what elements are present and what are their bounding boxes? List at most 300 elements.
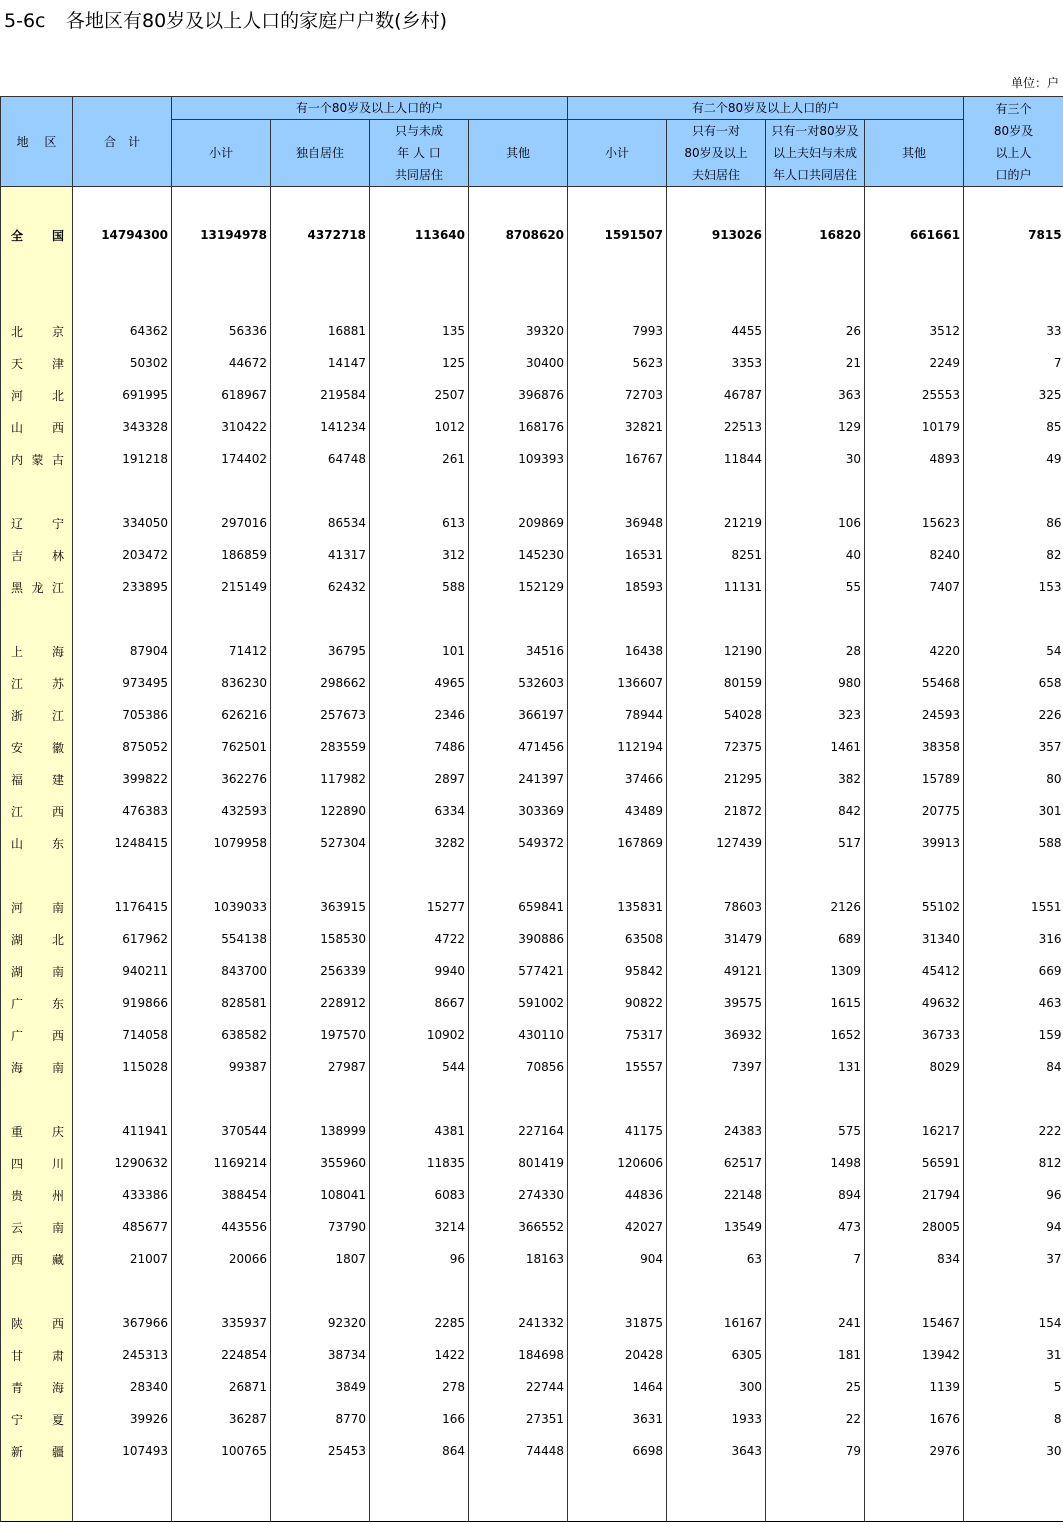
spacer-cell <box>766 1275 865 1307</box>
header-line: 小计 <box>172 142 270 164</box>
value-cell: 96 <box>964 1179 1063 1211</box>
value-cell: 131 <box>766 1051 865 1083</box>
spacer-cell <box>667 1083 766 1115</box>
value-cell: 2285 <box>370 1307 469 1339</box>
value-cell: 22744 <box>469 1371 568 1403</box>
table-row <box>1 1147 1063 1179</box>
value-cell: 334050 <box>73 507 172 539</box>
header-line: 年人口共同居住 <box>766 164 864 186</box>
value-cell: 99387 <box>172 1051 271 1083</box>
value-cell: 801419 <box>469 1147 568 1179</box>
value-cell: 1422 <box>370 1339 469 1371</box>
spacer-cell <box>568 1467 667 1522</box>
value-cell: 21 <box>766 347 865 379</box>
value-cell: 15557 <box>568 1051 667 1083</box>
value-cell: 6305 <box>667 1339 766 1371</box>
header-line: 共同居住 <box>370 164 468 186</box>
value-cell: 107493 <box>73 1435 172 1467</box>
value-cell: 74448 <box>469 1435 568 1467</box>
spacer-cell <box>667 859 766 891</box>
header-two-col <box>766 120 865 187</box>
header-group-one: 有一个80岁及以上人口的户 <box>172 97 568 120</box>
spacer-cell <box>370 859 469 891</box>
value-cell: 390886 <box>469 923 568 955</box>
value-cell: 28005 <box>865 1211 964 1243</box>
value-cell: 382 <box>766 763 865 795</box>
value-cell: 113640 <box>370 187 469 284</box>
value-cell: 617962 <box>73 923 172 955</box>
value-cell: 122890 <box>271 795 370 827</box>
spacer-cell <box>1 1467 73 1522</box>
value-cell: 396876 <box>469 379 568 411</box>
spacer-cell <box>271 603 370 635</box>
value-cell: 1461 <box>766 731 865 763</box>
value-cell: 843700 <box>172 955 271 987</box>
value-cell: 224854 <box>172 1339 271 1371</box>
header-line: 以上夫妇与未成 <box>766 142 864 164</box>
value-cell: 141234 <box>271 411 370 443</box>
value-cell: 71412 <box>172 635 271 667</box>
value-cell: 56591 <box>865 1147 964 1179</box>
table-title: 各地区有80岁及以上人口的家庭户户数(乡村) <box>66 10 447 32</box>
value-cell: 241 <box>766 1307 865 1339</box>
value-cell: 203472 <box>73 539 172 571</box>
value-cell: 485677 <box>73 1211 172 1243</box>
value-cell: 37466 <box>568 763 667 795</box>
region-cell: 甘肃 <box>1 1339 73 1371</box>
value-cell: 14147 <box>271 347 370 379</box>
value-cell: 73790 <box>271 1211 370 1243</box>
table-row <box>1 1435 1063 1467</box>
value-cell: 300 <box>667 1371 766 1403</box>
value-cell: 94 <box>964 1211 1063 1243</box>
table-body <box>1 187 1063 1522</box>
value-cell: 21794 <box>865 1179 964 1211</box>
header-one-col <box>172 120 271 187</box>
value-cell: 691995 <box>73 379 172 411</box>
spacer-cell <box>1 283 73 315</box>
spacer-cell <box>1 1083 73 1115</box>
spacer-cell <box>964 603 1063 635</box>
spacer-cell <box>469 859 568 891</box>
value-cell: 463 <box>964 987 1063 1019</box>
value-cell: 864 <box>370 1435 469 1467</box>
spacer-cell <box>271 283 370 315</box>
value-cell: 32821 <box>568 411 667 443</box>
value-cell: 8667 <box>370 987 469 1019</box>
spacer-row <box>1 1467 1063 1522</box>
table-row <box>1 1051 1063 1083</box>
value-cell: 812 <box>964 1147 1063 1179</box>
value-cell: 63508 <box>568 923 667 955</box>
region-cell: 西藏 <box>1 1243 73 1275</box>
spacer-cell <box>271 1275 370 1307</box>
value-cell: 8029 <box>865 1051 964 1083</box>
value-cell: 399822 <box>73 763 172 795</box>
value-cell: 591002 <box>469 987 568 1019</box>
header-one-col <box>271 120 370 187</box>
value-cell: 197570 <box>271 1019 370 1051</box>
value-cell: 2507 <box>370 379 469 411</box>
value-cell: 30 <box>964 1435 1063 1467</box>
value-cell: 8770 <box>271 1403 370 1435</box>
header-line: 口的户 <box>964 164 1063 186</box>
value-cell: 55468 <box>865 667 964 699</box>
value-cell: 227164 <box>469 1115 568 1147</box>
table-row <box>1 507 1063 539</box>
table-code: 5-6c <box>4 10 66 32</box>
spacer-cell <box>370 1083 469 1115</box>
value-cell: 84 <box>964 1051 1063 1083</box>
value-cell: 577421 <box>469 955 568 987</box>
value-cell: 80 <box>964 763 1063 795</box>
value-cell: 13942 <box>865 1339 964 1371</box>
spacer-cell <box>469 475 568 507</box>
value-cell: 54028 <box>667 699 766 731</box>
value-cell: 8240 <box>865 539 964 571</box>
value-cell: 24593 <box>865 699 964 731</box>
value-cell: 3631 <box>568 1403 667 1435</box>
spacer-cell <box>172 475 271 507</box>
value-cell: 303369 <box>469 795 568 827</box>
value-cell: 357 <box>964 731 1063 763</box>
value-cell: 11844 <box>667 443 766 475</box>
value-cell: 136607 <box>568 667 667 699</box>
value-cell: 41175 <box>568 1115 667 1147</box>
value-cell: 55 <box>766 571 865 603</box>
spacer-cell <box>73 475 172 507</box>
value-cell: 343328 <box>73 411 172 443</box>
value-cell: 219584 <box>271 379 370 411</box>
value-cell: 6698 <box>568 1435 667 1467</box>
value-cell: 21007 <box>73 1243 172 1275</box>
value-cell: 14794300 <box>73 187 172 284</box>
value-cell: 115028 <box>73 1051 172 1083</box>
value-cell: 1933 <box>667 1403 766 1435</box>
value-cell: 3849 <box>271 1371 370 1403</box>
value-cell: 16531 <box>568 539 667 571</box>
value-cell: 49 <box>964 443 1063 475</box>
value-cell: 1807 <box>271 1243 370 1275</box>
spacer-cell <box>469 603 568 635</box>
region-cell: 天津 <box>1 347 73 379</box>
table-row <box>1 411 1063 443</box>
spacer-cell <box>1 475 73 507</box>
spacer-cell <box>1 1275 73 1307</box>
table-row <box>1 1019 1063 1051</box>
value-cell: 39913 <box>865 827 964 859</box>
value-cell: 168176 <box>469 411 568 443</box>
value-cell: 370544 <box>172 1115 271 1147</box>
value-cell: 613 <box>370 507 469 539</box>
value-cell: 618967 <box>172 379 271 411</box>
value-cell: 7486 <box>370 731 469 763</box>
table-row <box>1 987 1063 1019</box>
spacer-row <box>1 1083 1063 1115</box>
value-cell: 3643 <box>667 1435 766 1467</box>
value-cell: 39926 <box>73 1403 172 1435</box>
value-cell: 544 <box>370 1051 469 1083</box>
table-header <box>1 97 1063 187</box>
value-cell: 86 <box>964 507 1063 539</box>
region-cell: 青海 <box>1 1371 73 1403</box>
value-cell: 7407 <box>865 571 964 603</box>
spacer-row <box>1 603 1063 635</box>
value-cell: 41317 <box>271 539 370 571</box>
value-cell: 301 <box>964 795 1063 827</box>
value-cell: 38734 <box>271 1339 370 1371</box>
region-cell: 黑龙江 <box>1 571 73 603</box>
value-cell: 261 <box>370 443 469 475</box>
value-cell: 174402 <box>172 443 271 475</box>
region-cell: 河南 <box>1 891 73 923</box>
table-row <box>1 539 1063 571</box>
value-cell: 39320 <box>469 315 568 347</box>
value-cell: 3512 <box>865 315 964 347</box>
spacer-cell <box>370 603 469 635</box>
spacer-cell <box>271 1083 370 1115</box>
value-cell: 1176415 <box>73 891 172 923</box>
table-row <box>1 443 1063 475</box>
table-row <box>1 699 1063 731</box>
value-cell: 62517 <box>667 1147 766 1179</box>
spacer-cell <box>865 475 964 507</box>
value-cell: 669 <box>964 955 1063 987</box>
value-cell: 16167 <box>667 1307 766 1339</box>
region-cell: 重庆 <box>1 1115 73 1147</box>
spacer-cell <box>766 475 865 507</box>
value-cell: 16438 <box>568 635 667 667</box>
value-cell: 575 <box>766 1115 865 1147</box>
value-cell: 64362 <box>73 315 172 347</box>
spacer-cell <box>370 283 469 315</box>
value-cell: 22148 <box>667 1179 766 1211</box>
value-cell: 55102 <box>865 891 964 923</box>
spacer-cell <box>766 859 865 891</box>
region-cell: 新疆 <box>1 1435 73 1467</box>
region-cell: 山西 <box>1 411 73 443</box>
region-cell: 江西 <box>1 795 73 827</box>
value-cell: 257673 <box>271 699 370 731</box>
value-cell: 154 <box>964 1307 1063 1339</box>
spacer-cell <box>469 1083 568 1115</box>
table-row <box>1 1403 1063 1435</box>
value-cell: 22 <box>766 1403 865 1435</box>
region-cell: 安徽 <box>1 731 73 763</box>
value-cell: 10902 <box>370 1019 469 1051</box>
table-row <box>1 1211 1063 1243</box>
table-row <box>1 1371 1063 1403</box>
value-cell: 4722 <box>370 923 469 955</box>
value-cell: 62432 <box>271 571 370 603</box>
value-cell: 1464 <box>568 1371 667 1403</box>
region-cell: 贵州 <box>1 1179 73 1211</box>
value-cell: 15623 <box>865 507 964 539</box>
spacer-cell <box>1 859 73 891</box>
value-cell: 2126 <box>766 891 865 923</box>
value-cell: 588 <box>964 827 1063 859</box>
value-cell: 3353 <box>667 347 766 379</box>
spacer-cell <box>568 475 667 507</box>
value-cell: 1039033 <box>172 891 271 923</box>
page-title <box>4 6 447 33</box>
spacer-cell <box>172 1083 271 1115</box>
header-line: 其他 <box>865 142 963 164</box>
value-cell: 638582 <box>172 1019 271 1051</box>
value-cell: 661661 <box>865 187 964 284</box>
value-cell: 1652 <box>766 1019 865 1051</box>
spacer-cell <box>469 1275 568 1307</box>
value-cell: 49121 <box>667 955 766 987</box>
value-cell: 28340 <box>73 1371 172 1403</box>
value-cell: 86534 <box>271 507 370 539</box>
value-cell: 36733 <box>865 1019 964 1051</box>
region-cell: 福建 <box>1 763 73 795</box>
value-cell: 72375 <box>667 731 766 763</box>
value-cell: 50302 <box>73 347 172 379</box>
table-row <box>1 667 1063 699</box>
spacer-cell <box>667 475 766 507</box>
value-cell: 45412 <box>865 955 964 987</box>
value-cell: 18593 <box>568 571 667 603</box>
value-cell: 1012 <box>370 411 469 443</box>
value-cell: 532603 <box>469 667 568 699</box>
spacer-row <box>1 283 1063 315</box>
value-cell: 215149 <box>172 571 271 603</box>
table-row <box>1 315 1063 347</box>
spacer-cell <box>865 603 964 635</box>
value-cell: 1309 <box>766 955 865 987</box>
table-row <box>1 571 1063 603</box>
spacer-cell <box>172 859 271 891</box>
value-cell: 278 <box>370 1371 469 1403</box>
value-cell: 159 <box>964 1019 1063 1051</box>
value-cell: 96 <box>370 1243 469 1275</box>
spacer-cell <box>964 283 1063 315</box>
value-cell: 78603 <box>667 891 766 923</box>
value-cell: 411941 <box>73 1115 172 1147</box>
table-row <box>1 891 1063 923</box>
spacer-cell <box>766 1467 865 1522</box>
value-cell: 135 <box>370 315 469 347</box>
value-cell: 834 <box>865 1243 964 1275</box>
value-cell: 3282 <box>370 827 469 859</box>
spacer-cell <box>172 603 271 635</box>
value-cell: 184698 <box>469 1339 568 1371</box>
value-cell: 70856 <box>469 1051 568 1083</box>
header-line: 以上人 <box>964 142 1063 164</box>
value-cell: 705386 <box>73 699 172 731</box>
value-cell: 476383 <box>73 795 172 827</box>
value-cell: 689 <box>766 923 865 955</box>
spacer-cell <box>667 603 766 635</box>
value-cell: 145230 <box>469 539 568 571</box>
value-cell: 226 <box>964 699 1063 731</box>
value-cell: 11835 <box>370 1147 469 1179</box>
spacer-row <box>1 1275 1063 1307</box>
value-cell: 43489 <box>568 795 667 827</box>
value-cell: 63 <box>667 1243 766 1275</box>
value-cell: 20775 <box>865 795 964 827</box>
value-cell: 153 <box>964 571 1063 603</box>
data-table <box>0 96 1063 1522</box>
value-cell: 2976 <box>865 1435 964 1467</box>
value-cell: 554138 <box>172 923 271 955</box>
region-cell: 内蒙古 <box>1 443 73 475</box>
spacer-cell <box>865 1467 964 1522</box>
value-cell: 1139 <box>865 1371 964 1403</box>
value-cell: 241397 <box>469 763 568 795</box>
value-cell: 39575 <box>667 987 766 1019</box>
value-cell: 7 <box>964 347 1063 379</box>
spacer-cell <box>73 1083 172 1115</box>
value-cell: 90822 <box>568 987 667 1019</box>
spacer-cell <box>667 283 766 315</box>
spacer-cell <box>73 859 172 891</box>
header-group-two: 有二个80岁及以上人口的户 <box>568 97 964 120</box>
value-cell: 363915 <box>271 891 370 923</box>
value-cell: 181 <box>766 1339 865 1371</box>
spacer-cell <box>766 1083 865 1115</box>
header-line: 其他 <box>469 142 567 164</box>
value-cell: 125 <box>370 347 469 379</box>
header-group-three <box>964 97 1063 187</box>
value-cell: 659841 <box>469 891 568 923</box>
value-cell: 82 <box>964 539 1063 571</box>
table-row <box>1 1115 1063 1147</box>
spacer-cell <box>865 1275 964 1307</box>
value-cell: 4372718 <box>271 187 370 284</box>
table-row <box>1 795 1063 827</box>
table-row <box>1 1243 1063 1275</box>
value-cell: 842 <box>766 795 865 827</box>
value-cell: 2346 <box>370 699 469 731</box>
value-cell: 828581 <box>172 987 271 1019</box>
table-row <box>1 827 1063 859</box>
value-cell: 367966 <box>73 1307 172 1339</box>
value-cell: 10179 <box>865 411 964 443</box>
header-line: 小计 <box>568 142 666 164</box>
value-cell: 875052 <box>73 731 172 763</box>
spacer-cell <box>73 603 172 635</box>
value-cell: 256339 <box>271 955 370 987</box>
value-cell: 362276 <box>172 763 271 795</box>
region-cell: 四川 <box>1 1147 73 1179</box>
region-cell: 海南 <box>1 1051 73 1083</box>
spacer-cell <box>865 859 964 891</box>
value-cell: 56336 <box>172 315 271 347</box>
value-cell: 26871 <box>172 1371 271 1403</box>
value-cell: 72703 <box>568 379 667 411</box>
spacer-cell <box>865 283 964 315</box>
value-cell: 34516 <box>469 635 568 667</box>
spacer-cell <box>568 283 667 315</box>
value-cell: 7397 <box>667 1051 766 1083</box>
value-cell: 20428 <box>568 1339 667 1371</box>
value-cell: 87904 <box>73 635 172 667</box>
value-cell: 323 <box>766 699 865 731</box>
spacer-cell <box>271 475 370 507</box>
header-two-col <box>568 120 667 187</box>
value-cell: 209869 <box>469 507 568 539</box>
value-cell: 8708620 <box>469 187 568 284</box>
value-cell: 3214 <box>370 1211 469 1243</box>
spacer-cell <box>73 283 172 315</box>
value-cell: 54 <box>964 635 1063 667</box>
spacer-cell <box>1 603 73 635</box>
spacer-cell <box>271 1467 370 1522</box>
header-one-col <box>370 120 469 187</box>
